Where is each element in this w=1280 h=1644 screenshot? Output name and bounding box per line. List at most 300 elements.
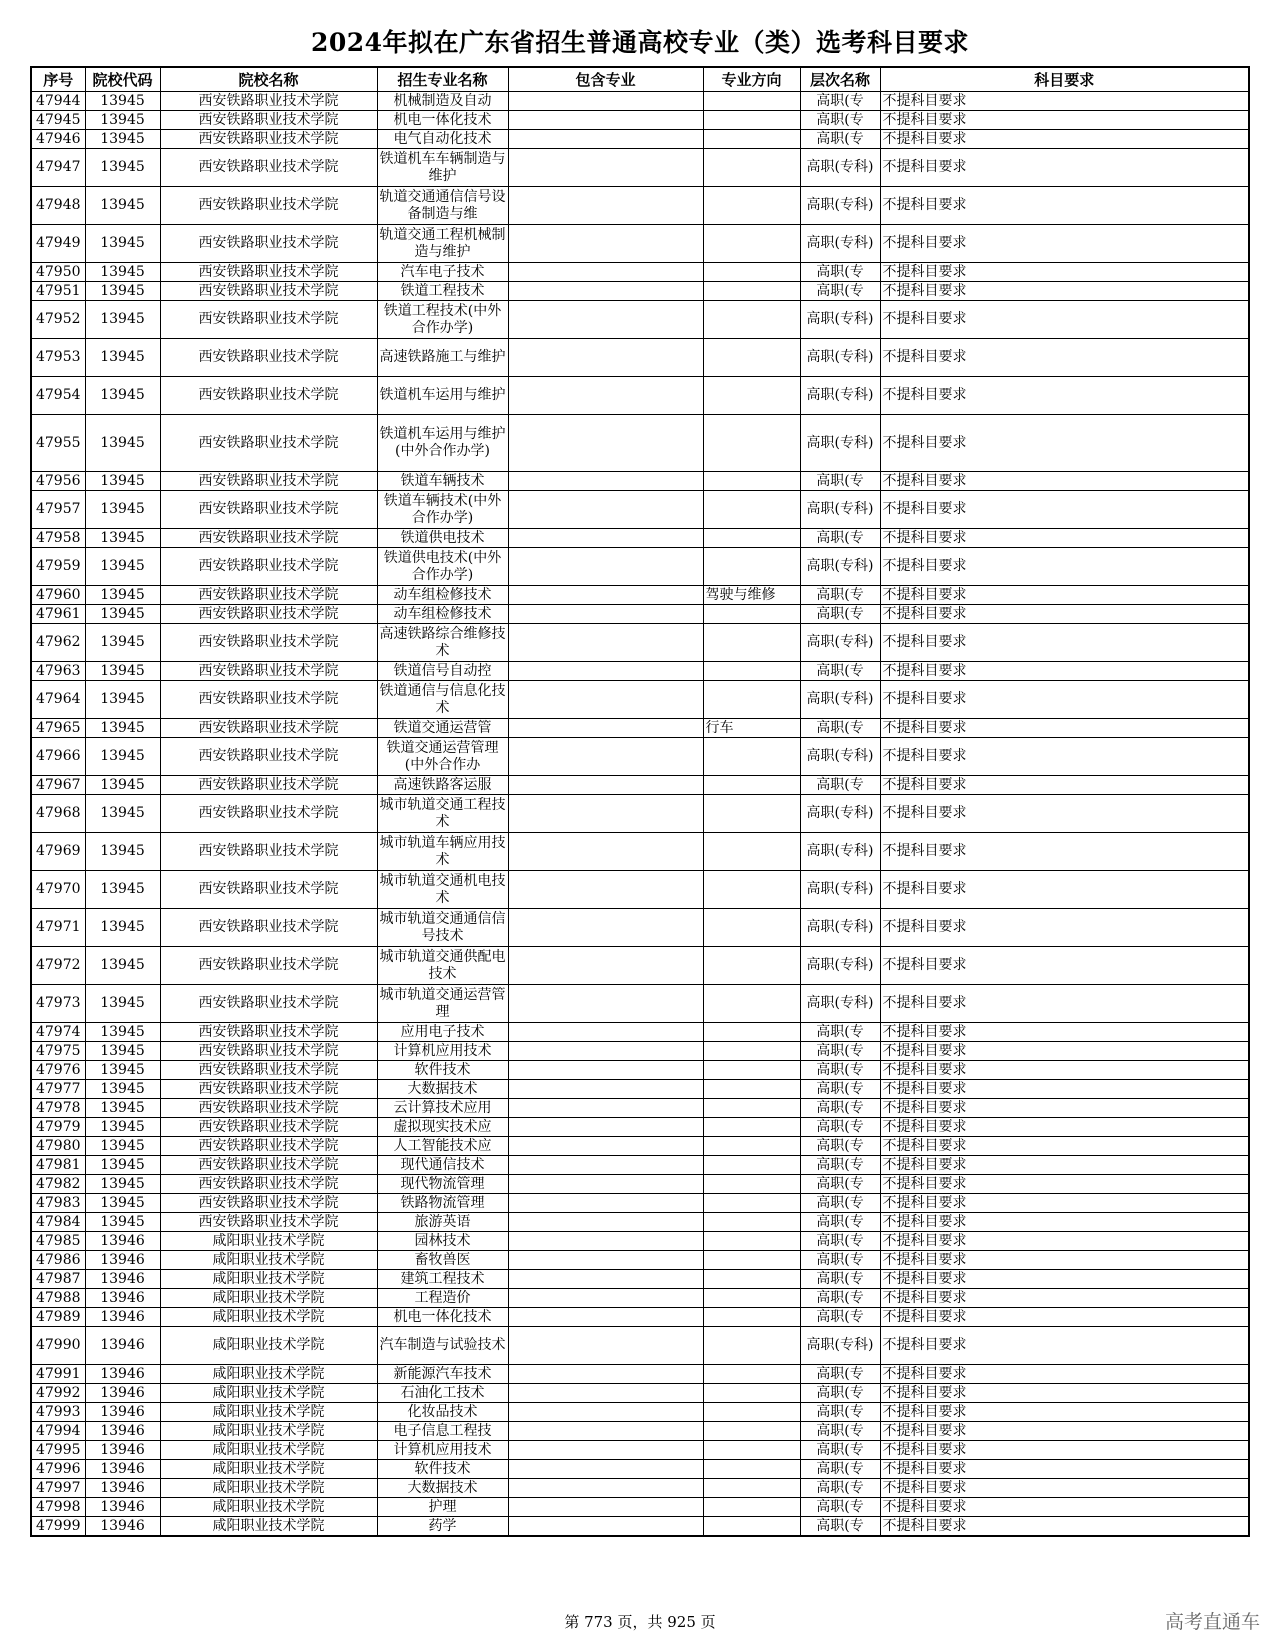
cell-code: 13946 (85, 1403, 160, 1422)
cell-requirement: 不提科目要求 (880, 529, 1249, 548)
cell-major: 机械制造及自动 (377, 92, 508, 111)
cell-code: 13945 (85, 92, 160, 111)
cell-seq: 47996 (31, 1460, 85, 1479)
cell-included (508, 149, 703, 187)
cell-requirement: 不提科目要求 (880, 1023, 1249, 1042)
table-row (31, 130, 1249, 149)
cell-included (508, 1498, 703, 1517)
cell-direction (703, 415, 800, 472)
cell-school: 咸阳职业技术学院 (160, 1289, 377, 1308)
cell-direction (703, 111, 800, 130)
cell-requirement: 不提科目要求 (880, 1194, 1249, 1213)
cell-school: 西安铁路职业技术学院 (160, 1118, 377, 1137)
col-header-direction: 专业方向 (703, 67, 800, 92)
cell-included (508, 1479, 703, 1498)
cell-seq: 47952 (31, 301, 85, 339)
cell-direction (703, 548, 800, 586)
cell-included (508, 624, 703, 662)
cell-seq: 47971 (31, 909, 85, 947)
cell-code: 13945 (85, 1099, 160, 1118)
cell-requirement: 不提科目要求 (880, 1137, 1249, 1156)
table-row (31, 1498, 1249, 1517)
cell-code: 13945 (85, 282, 160, 301)
cell-school: 咸阳职业技术学院 (160, 1327, 377, 1365)
cell-level: 高职(专 (800, 1365, 880, 1384)
cell-code: 13945 (85, 776, 160, 795)
cell-level: 高职(专 (800, 586, 880, 605)
cell-direction (703, 1042, 800, 1061)
cell-direction (703, 1479, 800, 1498)
cell-included (508, 415, 703, 472)
table-row (31, 624, 1249, 662)
cell-seq: 47958 (31, 529, 85, 548)
cell-included (508, 1194, 703, 1213)
cell-code: 13945 (85, 833, 160, 871)
cell-school: 西安铁路职业技术学院 (160, 263, 377, 282)
cell-major: 铁道车辆技术(中外合作办学) (377, 491, 508, 529)
cell-direction (703, 1422, 800, 1441)
cell-level: 高职(专 (800, 719, 880, 738)
table-row (31, 833, 1249, 871)
cell-direction (703, 1175, 800, 1194)
cell-direction (703, 92, 800, 111)
cell-seq: 47976 (31, 1061, 85, 1080)
table-row (31, 1327, 1249, 1365)
cell-included (508, 662, 703, 681)
cell-major: 机电一体化技术 (377, 111, 508, 130)
cell-direction (703, 1251, 800, 1270)
cell-requirement: 不提科目要求 (880, 605, 1249, 624)
cell-code: 13945 (85, 719, 160, 738)
cell-direction (703, 1061, 800, 1080)
cell-seq: 47994 (31, 1422, 85, 1441)
cell-level: 高职(专科) (800, 548, 880, 586)
cell-included (508, 339, 703, 377)
cell-code: 13945 (85, 738, 160, 776)
cell-major: 旅游英语 (377, 1213, 508, 1232)
cell-seq: 47973 (31, 985, 85, 1023)
table-row (31, 339, 1249, 377)
cell-school: 西安铁路职业技术学院 (160, 909, 377, 947)
cell-school: 西安铁路职业技术学院 (160, 92, 377, 111)
cell-level: 高职(专 (800, 662, 880, 681)
cell-direction (703, 795, 800, 833)
cell-level: 高职(专 (800, 1042, 880, 1061)
cell-included (508, 491, 703, 529)
table-row (31, 1137, 1249, 1156)
cell-school: 西安铁路职业技术学院 (160, 624, 377, 662)
cell-included (508, 1460, 703, 1479)
cell-major: 城市轨道交通工程技术 (377, 795, 508, 833)
cell-requirement: 不提科目要求 (880, 1213, 1249, 1232)
cell-included (508, 1365, 703, 1384)
cell-seq: 47945 (31, 111, 85, 130)
cell-included (508, 1099, 703, 1118)
cell-school: 咸阳职业技术学院 (160, 1251, 377, 1270)
cell-level: 高职(专 (800, 1384, 880, 1403)
cell-included (508, 1289, 703, 1308)
cell-major: 大数据技术 (377, 1080, 508, 1099)
cell-direction (703, 149, 800, 187)
cell-level: 高职(专科) (800, 225, 880, 263)
cell-seq: 47947 (31, 149, 85, 187)
page-title: 2024年拟在广东省招生普通高校专业（类）选考科目要求 (310, 28, 970, 57)
cell-included (508, 947, 703, 985)
cell-requirement: 不提科目要求 (880, 1498, 1249, 1517)
cell-requirement: 不提科目要求 (880, 662, 1249, 681)
cell-requirement: 不提科目要求 (880, 985, 1249, 1023)
cell-requirement: 不提科目要求 (880, 909, 1249, 947)
table-row (31, 263, 1249, 282)
cell-seq: 47954 (31, 377, 85, 415)
table-row (31, 1289, 1249, 1308)
cell-requirement: 不提科目要求 (880, 1289, 1249, 1308)
cell-major: 大数据技术 (377, 1479, 508, 1498)
cell-code: 13945 (85, 1175, 160, 1194)
table-row (31, 1517, 1249, 1537)
cell-school: 西安铁路职业技术学院 (160, 491, 377, 529)
cell-seq: 47972 (31, 947, 85, 985)
cell-direction (703, 1289, 800, 1308)
cell-level: 高职(专 (800, 1422, 880, 1441)
cell-seq: 47984 (31, 1213, 85, 1232)
cell-requirement: 不提科目要求 (880, 1460, 1249, 1479)
cell-level: 高职(专 (800, 1517, 880, 1537)
cell-major: 城市轨道交通机电技术 (377, 871, 508, 909)
cell-requirement: 不提科目要求 (880, 1118, 1249, 1137)
cell-code: 13946 (85, 1270, 160, 1289)
cell-level: 高职(专 (800, 1403, 880, 1422)
cell-school: 西安铁路职业技术学院 (160, 586, 377, 605)
cell-level: 高职(专科) (800, 491, 880, 529)
cell-level: 高职(专 (800, 130, 880, 149)
cell-requirement: 不提科目要求 (880, 472, 1249, 491)
cell-school: 咸阳职业技术学院 (160, 1460, 377, 1479)
cell-major: 人工智能技术应 (377, 1137, 508, 1156)
cell-school: 西安铁路职业技术学院 (160, 472, 377, 491)
cell-major: 建筑工程技术 (377, 1270, 508, 1289)
cell-included (508, 586, 703, 605)
cell-major: 计算机应用技术 (377, 1042, 508, 1061)
cell-included (508, 985, 703, 1023)
cell-school: 咸阳职业技术学院 (160, 1517, 377, 1537)
cell-included (508, 1213, 703, 1232)
cell-requirement: 不提科目要求 (880, 719, 1249, 738)
table-row (31, 548, 1249, 586)
cell-school: 西安铁路职业技术学院 (160, 415, 377, 472)
table-row (31, 1042, 1249, 1061)
cell-code: 13945 (85, 624, 160, 662)
cell-level: 高职(专科) (800, 339, 880, 377)
cell-seq: 47993 (31, 1403, 85, 1422)
cell-major: 铁道交通运营管理(中外合作办 (377, 738, 508, 776)
table-row (31, 1023, 1249, 1042)
cell-included (508, 795, 703, 833)
cell-level: 高职(专 (800, 1460, 880, 1479)
table-row (31, 871, 1249, 909)
cell-seq: 47987 (31, 1270, 85, 1289)
table-body (31, 92, 1249, 1537)
cell-major: 铁道车辆技术 (377, 472, 508, 491)
cell-code: 13946 (85, 1441, 160, 1460)
cell-code: 13945 (85, 529, 160, 548)
cell-seq: 47982 (31, 1175, 85, 1194)
cell-school: 咸阳职业技术学院 (160, 1479, 377, 1498)
cell-level: 高职(专科) (800, 909, 880, 947)
cell-school: 咸阳职业技术学院 (160, 1308, 377, 1327)
cell-requirement: 不提科目要求 (880, 947, 1249, 985)
cell-included (508, 111, 703, 130)
table-header-row (31, 67, 1249, 92)
cell-level: 高职(专科) (800, 1327, 880, 1365)
brand-watermark: 高考直通车 (1164, 1611, 1260, 1633)
cell-level: 高职(专 (800, 1023, 880, 1042)
cell-school: 西安铁路职业技术学院 (160, 1175, 377, 1194)
cell-major: 护理 (377, 1498, 508, 1517)
table-row (31, 149, 1249, 187)
cell-direction (703, 1213, 800, 1232)
cell-major: 汽车电子技术 (377, 263, 508, 282)
cell-major: 铁道机车运用与维护(中外合作办学) (377, 415, 508, 472)
cell-school: 咸阳职业技术学院 (160, 1498, 377, 1517)
cell-seq: 47974 (31, 1023, 85, 1042)
cell-direction (703, 1023, 800, 1042)
cell-major: 轨道交通工程机械制造与维护 (377, 225, 508, 263)
cell-included (508, 871, 703, 909)
cell-included (508, 1327, 703, 1365)
table-row (31, 1251, 1249, 1270)
cell-direction (703, 776, 800, 795)
cell-school: 西安铁路职业技术学院 (160, 795, 377, 833)
col-header-code: 院校代码 (85, 67, 160, 92)
cell-code: 13945 (85, 377, 160, 415)
cell-direction (703, 339, 800, 377)
cell-direction (703, 282, 800, 301)
cell-school: 西安铁路职业技术学院 (160, 1023, 377, 1042)
cell-school: 咸阳职业技术学院 (160, 1270, 377, 1289)
cell-major: 铁道机车车辆制造与维护 (377, 149, 508, 187)
cell-requirement: 不提科目要求 (880, 1080, 1249, 1099)
cell-level: 高职(专 (800, 605, 880, 624)
cell-requirement: 不提科目要求 (880, 1099, 1249, 1118)
cell-requirement: 不提科目要求 (880, 263, 1249, 282)
cell-requirement: 不提科目要求 (880, 1384, 1249, 1403)
table-row (31, 947, 1249, 985)
cell-included (508, 738, 703, 776)
cell-direction (703, 1194, 800, 1213)
cell-school: 西安铁路职业技术学院 (160, 719, 377, 738)
cell-major: 现代物流管理 (377, 1175, 508, 1194)
cell-major: 药学 (377, 1517, 508, 1537)
cell-major: 电气自动化技术 (377, 130, 508, 149)
cell-requirement: 不提科目要求 (880, 871, 1249, 909)
table-row (31, 605, 1249, 624)
cell-included (508, 605, 703, 624)
cell-major: 轨道交通通信信号设备制造与维 (377, 187, 508, 225)
cell-requirement: 不提科目要求 (880, 130, 1249, 149)
cell-major: 虚拟现实技术应 (377, 1118, 508, 1137)
cell-seq: 47983 (31, 1194, 85, 1213)
cell-school: 西安铁路职业技术学院 (160, 187, 377, 225)
cell-requirement: 不提科目要求 (880, 548, 1249, 586)
table-row (31, 1422, 1249, 1441)
cell-code: 13945 (85, 548, 160, 586)
cell-included (508, 1156, 703, 1175)
cell-included (508, 1308, 703, 1327)
table-row (31, 586, 1249, 605)
col-header-major: 招生专业名称 (377, 67, 508, 92)
table-row (31, 985, 1249, 1023)
cell-included (508, 681, 703, 719)
cell-school: 西安铁路职业技术学院 (160, 548, 377, 586)
cell-direction (703, 529, 800, 548)
cell-major: 城市轨道交通通信信号技术 (377, 909, 508, 947)
cell-code: 13945 (85, 472, 160, 491)
cell-code: 13946 (85, 1251, 160, 1270)
cell-direction (703, 662, 800, 681)
cell-included (508, 187, 703, 225)
cell-seq: 47997 (31, 1479, 85, 1498)
table-row (31, 1099, 1249, 1118)
cell-requirement: 不提科目要求 (880, 833, 1249, 871)
table-row (31, 491, 1249, 529)
cell-code: 13946 (85, 1460, 160, 1479)
cell-level: 高职(专科) (800, 301, 880, 339)
table-row (31, 225, 1249, 263)
cell-requirement: 不提科目要求 (880, 415, 1249, 472)
cell-level: 高职(专科) (800, 149, 880, 187)
cell-level: 高职(专科) (800, 985, 880, 1023)
cell-included (508, 1232, 703, 1251)
cell-level: 高职(专 (800, 1289, 880, 1308)
cell-school: 咸阳职业技术学院 (160, 1365, 377, 1384)
cell-requirement: 不提科目要求 (880, 1308, 1249, 1327)
cell-direction (703, 1403, 800, 1422)
cell-school: 西安铁路职业技术学院 (160, 662, 377, 681)
cell-major: 云计算技术应用 (377, 1099, 508, 1118)
cell-major: 园林技术 (377, 1232, 508, 1251)
cell-included (508, 301, 703, 339)
table-row (31, 282, 1249, 301)
table-row (31, 1080, 1249, 1099)
cell-seq: 47951 (31, 282, 85, 301)
cell-level: 高职(专 (800, 1232, 880, 1251)
cell-major: 汽车制造与试验技术 (377, 1327, 508, 1365)
cell-direction (703, 301, 800, 339)
cell-school: 西安铁路职业技术学院 (160, 529, 377, 548)
cell-included (508, 92, 703, 111)
table-row (31, 1156, 1249, 1175)
cell-seq: 47944 (31, 92, 85, 111)
cell-major: 高速铁路综合维修技术 (377, 624, 508, 662)
cell-included (508, 472, 703, 491)
cell-major: 应用电子技术 (377, 1023, 508, 1042)
cell-direction (703, 947, 800, 985)
table-row (31, 719, 1249, 738)
cell-direction (703, 1460, 800, 1479)
cell-direction (703, 909, 800, 947)
cell-major: 城市轨道车辆应用技术 (377, 833, 508, 871)
cell-seq: 47998 (31, 1498, 85, 1517)
cell-included (508, 1384, 703, 1403)
table-row (31, 1118, 1249, 1137)
cell-code: 13945 (85, 1156, 160, 1175)
cell-requirement: 不提科目要求 (880, 624, 1249, 662)
table-row (31, 1365, 1249, 1384)
cell-direction: 驾驶与维修 (703, 586, 800, 605)
cell-seq: 47988 (31, 1289, 85, 1308)
cell-direction (703, 985, 800, 1023)
cell-direction (703, 130, 800, 149)
cell-level: 高职(专科) (800, 681, 880, 719)
cell-seq: 47961 (31, 605, 85, 624)
cell-school: 咸阳职业技术学院 (160, 1441, 377, 1460)
cell-included (508, 1422, 703, 1441)
cell-direction (703, 1270, 800, 1289)
cell-included (508, 282, 703, 301)
cell-major: 动车组检修技术 (377, 605, 508, 624)
cell-included (508, 1118, 703, 1137)
cell-level: 高职(专 (800, 1118, 880, 1137)
cell-seq: 47985 (31, 1232, 85, 1251)
cell-seq: 47991 (31, 1365, 85, 1384)
table-row (31, 111, 1249, 130)
cell-included (508, 1270, 703, 1289)
cell-level: 高职(专 (800, 776, 880, 795)
cell-level: 高职(专科) (800, 415, 880, 472)
cell-requirement: 不提科目要求 (880, 187, 1249, 225)
cell-school: 西安铁路职业技术学院 (160, 833, 377, 871)
cell-seq: 47986 (31, 1251, 85, 1270)
cell-school: 西安铁路职业技术学院 (160, 1194, 377, 1213)
cell-included (508, 833, 703, 871)
cell-code: 13945 (85, 1080, 160, 1099)
cell-included (508, 1403, 703, 1422)
cell-requirement: 不提科目要求 (880, 1403, 1249, 1422)
cell-code: 13945 (85, 187, 160, 225)
cell-seq: 47990 (31, 1327, 85, 1365)
cell-seq: 47967 (31, 776, 85, 795)
cell-school: 咸阳职业技术学院 (160, 1384, 377, 1403)
cell-major: 铁道工程技术(中外合作办学) (377, 301, 508, 339)
table-row (31, 377, 1249, 415)
cell-level: 高职(专 (800, 1175, 880, 1194)
cell-major: 铁道供电技术 (377, 529, 508, 548)
cell-seq: 47960 (31, 586, 85, 605)
table-row (31, 1270, 1249, 1289)
cell-major: 软件技术 (377, 1061, 508, 1080)
cell-requirement: 不提科目要求 (880, 377, 1249, 415)
cell-requirement: 不提科目要求 (880, 776, 1249, 795)
cell-major: 畜牧兽医 (377, 1251, 508, 1270)
cell-code: 13946 (85, 1384, 160, 1403)
cell-direction (703, 681, 800, 719)
cell-seq: 47953 (31, 339, 85, 377)
cell-seq: 47975 (31, 1042, 85, 1061)
table-row (31, 187, 1249, 225)
cell-requirement: 不提科目要求 (880, 301, 1249, 339)
cell-direction (703, 871, 800, 909)
col-header-requirement: 科目要求 (880, 67, 1249, 92)
cell-level: 高职(专 (800, 1308, 880, 1327)
cell-direction (703, 1365, 800, 1384)
table-row (31, 472, 1249, 491)
table-row (31, 1384, 1249, 1403)
cell-direction (703, 225, 800, 263)
cell-school: 西安铁路职业技术学院 (160, 738, 377, 776)
cell-requirement: 不提科目要求 (880, 149, 1249, 187)
cell-code: 13946 (85, 1365, 160, 1384)
